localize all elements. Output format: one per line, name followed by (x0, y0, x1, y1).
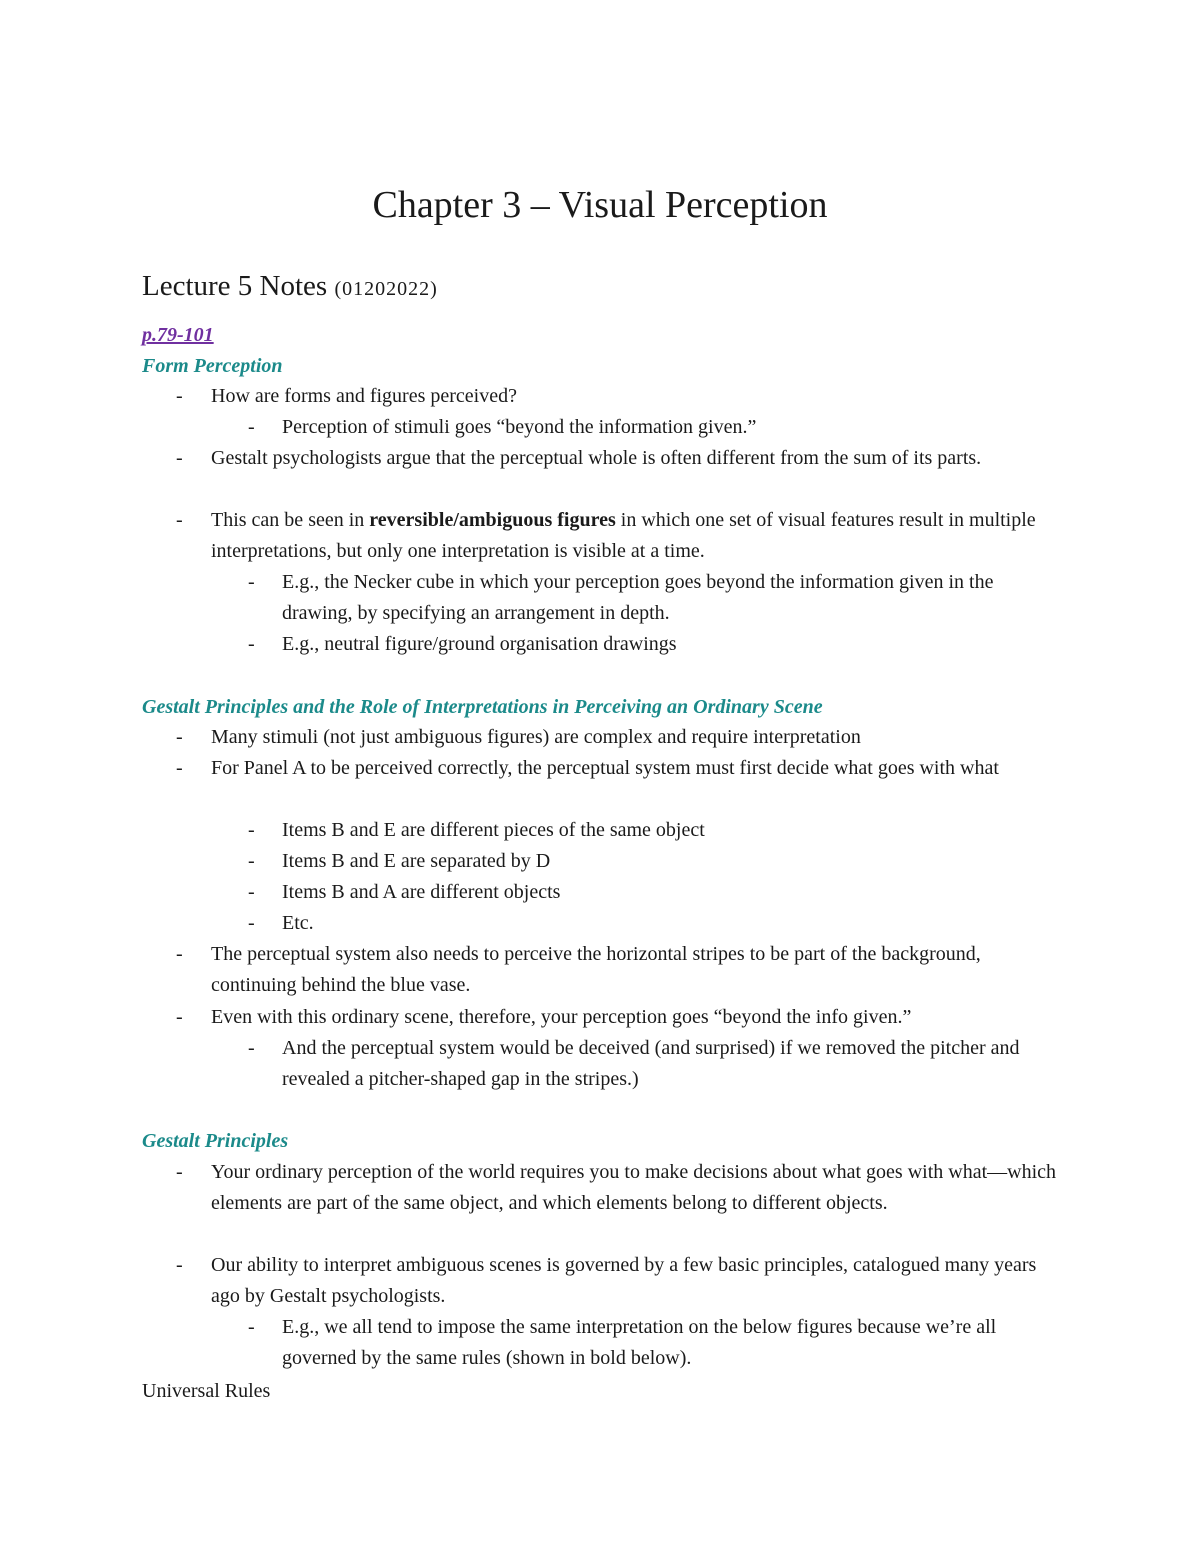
bullet-dash: - (176, 385, 183, 407)
bullet-dash: - (176, 447, 183, 469)
page-range-link[interactable]: p.79-101 (142, 324, 214, 346)
bullet-dash: - (248, 416, 255, 438)
bullet-dash: - (176, 726, 183, 748)
list-item-text: Even with this ordinary scene, therefore, your perception goes “beyond the info given.” (211, 1006, 912, 1028)
bullet-dash: - (248, 819, 255, 841)
list-item-text: Gestalt psychologists argue that the perceptual whole is often different from the sum of its parts. (211, 447, 982, 469)
bullet-dash: - (248, 912, 255, 934)
list-item-text: For Panel A to be perceived correctly, the perceptual system must first decide what goes with what (211, 757, 999, 779)
bullet-dash: - (176, 757, 183, 779)
list-item-text: Items B and E are separated by D (282, 850, 551, 872)
list-item-text: Many stimuli (not just ambiguous figures) are complex and require interpretation (211, 726, 861, 748)
bullet-dash: - (248, 881, 255, 903)
universal-rules-label: Universal Rules (142, 1380, 271, 1402)
bullet-dash: - (176, 1161, 183, 1183)
section-heading-gestalt-principles: Gestalt Principles (142, 1130, 289, 1152)
list-item-text: This can be seen in reversible/ambiguous figures in which one set of visual features result in multiple interpretations, but only one interpretation is visible at a time. (211, 509, 1036, 562)
list-item-text: E.g., we all tend to impose the same interpretation on the below figures because we’re all governed by the same rules (shown in bold below). (282, 1316, 997, 1369)
bullet-dash: - (176, 943, 183, 965)
list-item-text: Your ordinary perception of the world requires you to make decisions about what goes with what—which elements are part of the same object, and which elements belong to different objects. (211, 1161, 1057, 1214)
bold-term: reversible/ambiguous figures (369, 509, 616, 531)
list-item-text: Items B and A are different objects (282, 881, 561, 903)
list-item-text: Perception of stimuli goes “beyond the information given.” (282, 416, 757, 438)
list-item-text: The perceptual system also needs to perceive the horizontal stripes to be part of the background, continuing behind the blue vase. (211, 943, 981, 996)
section-heading-gestalt-interpretations: Gestalt Principles and the Role of Interpretations in Perceiving an Ordinary Scene (142, 696, 823, 718)
bullet-dash: - (248, 850, 255, 872)
list-item-text: Our ability to interpret ambiguous scenes is governed by a few basic principles, catalogued many years ago by Gestalt psychologists. (211, 1254, 1037, 1307)
lecture-date: (01202022) (334, 278, 438, 300)
list-item-text: E.g., the Necker cube in which your perception goes beyond the information given in the drawing, by specifying an arrangement in depth. (282, 571, 994, 624)
list-item-text: Etc. (282, 912, 314, 934)
bullet-dash: - (176, 509, 183, 531)
lecture-label: Lecture 5 Notes (142, 270, 328, 302)
list-item-text: E.g., neutral figure/ground organisation drawings (282, 633, 677, 655)
bullet-dash: - (248, 1316, 255, 1338)
bullet-dash: - (248, 1037, 255, 1059)
list-item-text: And the perceptual system would be deceived (and surprised) if we removed the pitcher and revealed a pitcher-shaped gap in the stripes.) (282, 1037, 1020, 1090)
bullet-dash: - (248, 571, 255, 593)
lecture-heading (142, 268, 438, 307)
bullet-dash: - (248, 633, 255, 655)
bullet-dash: - (176, 1006, 183, 1028)
list-item-text: Items B and E are different pieces of the same object (282, 819, 705, 841)
list-item-text: How are forms and figures perceived? (211, 385, 517, 407)
bullet-dash: - (176, 1254, 183, 1276)
section-heading-form-perception: Form Perception (142, 355, 283, 377)
page-title: Chapter 3 – Visual Perception (372, 184, 828, 226)
